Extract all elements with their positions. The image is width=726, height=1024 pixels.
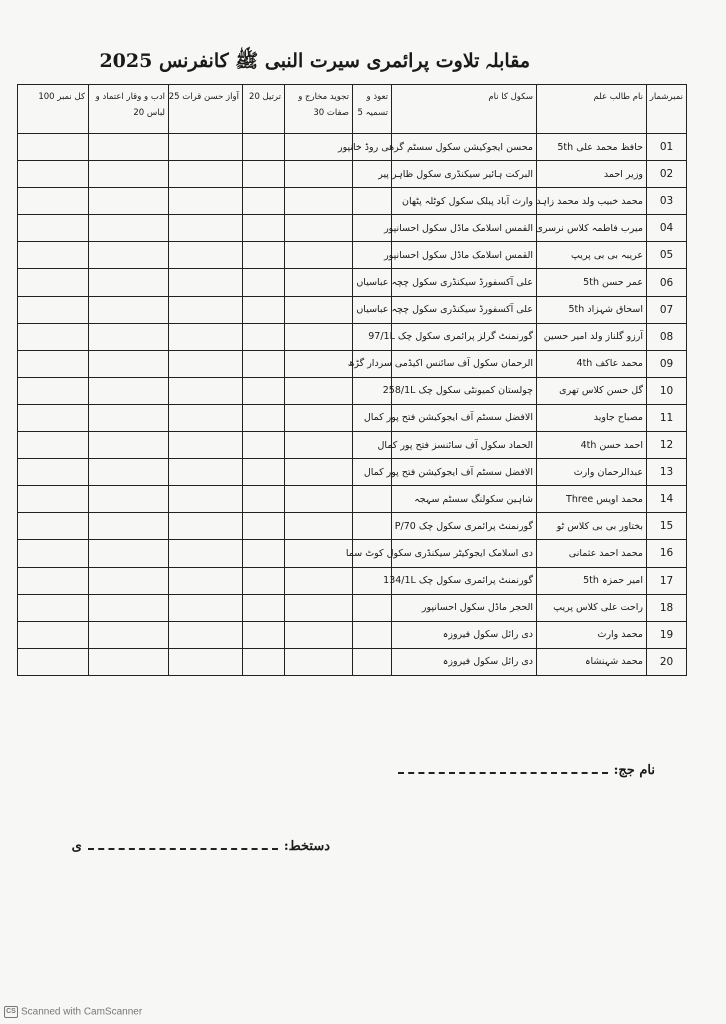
tajweed-score-cell (285, 621, 353, 648)
table-row (18, 161, 687, 188)
student-name-cell: محمد وارث (537, 621, 647, 648)
school-name-cell: القمس اسلامک ماڈل سکول احسانپور (392, 242, 537, 269)
total-score-cell (18, 648, 89, 675)
awaz-score-cell (169, 296, 243, 323)
tarteel-score-cell (243, 404, 285, 431)
table-row (18, 621, 687, 648)
tarteel-score-cell (243, 242, 285, 269)
tarteel-score-cell (243, 377, 285, 404)
school-name-cell: محسن ایجوکیشن سکول سسٹم گرھی روڈ خانپور (392, 134, 537, 161)
serial-cell: 07 (647, 296, 687, 323)
serial-cell: 12 (647, 432, 687, 459)
adab-score-cell (89, 404, 169, 431)
table-row (18, 350, 687, 377)
tajweed-score-cell (285, 513, 353, 540)
awaz-score-cell (169, 486, 243, 513)
awaz-score-cell (169, 432, 243, 459)
adab-score-cell (89, 161, 169, 188)
student-name-cell: محمد اویس Three (537, 486, 647, 513)
student-name-cell: اسحاق شہزاد 5th (537, 296, 647, 323)
header-taawwuz-sub: تسمیہ 5 (357, 108, 388, 118)
tajweed-score-cell (285, 459, 353, 486)
adab-score-cell (89, 323, 169, 350)
total-score-cell (18, 377, 89, 404)
signature-trail: ی (71, 839, 82, 854)
header-adab (89, 85, 169, 134)
taawwuz-score-cell (353, 648, 392, 675)
tarteel-score-cell (243, 350, 285, 377)
total-score-cell (18, 323, 89, 350)
tarteel-score-cell (243, 648, 285, 675)
tarteel-score-cell (243, 161, 285, 188)
serial-cell: 16 (647, 540, 687, 567)
awaz-score-cell (169, 513, 243, 540)
table-row (18, 486, 687, 513)
student-name-cell: وزیر احمد (537, 161, 647, 188)
awaz-score-cell (169, 323, 243, 350)
adab-score-cell (89, 269, 169, 296)
total-score-cell (18, 486, 89, 513)
student-name-cell: مصباح جاوید (537, 404, 647, 431)
adab-score-cell (89, 242, 169, 269)
serial-cell: 11 (647, 404, 687, 431)
student-name-cell: محمد عاکف 4th (537, 350, 647, 377)
total-score-cell (18, 242, 89, 269)
serial-cell: 14 (647, 486, 687, 513)
student-name-cell: محمد احمد عثمانی (537, 540, 647, 567)
table-row (18, 432, 687, 459)
student-name-cell: عبدالرحمان وارث (537, 459, 647, 486)
student-name-cell: عمر حسن 5th (537, 269, 647, 296)
serial-cell: 13 (647, 459, 687, 486)
tajweed-score-cell (285, 404, 353, 431)
page-title: مقابلہ تلاوت پرائمری سیرت النبی ﷺ کانفرنس 2025 (99, 50, 530, 72)
adab-score-cell (89, 134, 169, 161)
adab-score-cell (89, 621, 169, 648)
tajweed-score-cell (285, 188, 353, 215)
awaz-score-cell (169, 134, 243, 161)
serial-cell: 03 (647, 188, 687, 215)
judge-name-label: نام جج: (613, 763, 655, 778)
tajweed-score-cell (285, 648, 353, 675)
student-name-cell: عریبہ بی بی پریپ (537, 242, 647, 269)
school-name-cell: گورنمنٹ گرلز پرائمری سکول چک 97/1L (392, 323, 537, 350)
awaz-score-cell (169, 269, 243, 296)
header-tajweed-sub: صفات 30 (313, 108, 349, 118)
table-row (18, 215, 687, 242)
table-row (18, 404, 687, 431)
school-name-cell: گورنمنٹ پرائمری سکول چک 70/P (392, 513, 537, 540)
total-score-cell (18, 296, 89, 323)
student-name-cell: آرزو گلناز ولد امیر حسین (537, 323, 647, 350)
serial-cell: 01 (647, 134, 687, 161)
tarteel-score-cell (243, 432, 285, 459)
tarteel-score-cell (243, 188, 285, 215)
adab-score-cell (89, 377, 169, 404)
total-score-cell (18, 188, 89, 215)
awaz-score-cell (169, 242, 243, 269)
serial-cell: 08 (647, 323, 687, 350)
signature-dashes (88, 838, 278, 850)
school-name-cell: الافضل سسٹم آف ایجوکیشن فتح پور کمال (392, 404, 537, 431)
total-score-cell (18, 161, 89, 188)
school-name-cell: وارث آباد پبلک سکول کوٹلہ پٹھان (392, 188, 537, 215)
watermark-text: Scanned with CamScanner (21, 1006, 143, 1018)
school-name-cell: الافضل سسٹم آف ایجوکیشن فتح پور کمال (392, 459, 537, 486)
tarteel-score-cell (243, 459, 285, 486)
school-name-cell: علی آکسفورڈ سیکنڈری سکول چچہ عباسیاں (392, 296, 537, 323)
awaz-score-cell (169, 459, 243, 486)
school-name-cell: دی اسلامک ایجوکیٹر سیکنڈری سکول کوٹ سما (392, 540, 537, 567)
header-tarteel: ترتیل 20 (243, 85, 285, 134)
header-student-name: نام طالب علم (537, 85, 647, 134)
tajweed-score-cell (285, 161, 353, 188)
table-row (18, 459, 687, 486)
tajweed-score-cell (285, 215, 353, 242)
serial-cell: 15 (647, 513, 687, 540)
camscanner-logo-icon: CS (4, 1006, 18, 1018)
results-table (17, 84, 687, 676)
tarteel-score-cell (243, 513, 285, 540)
student-name-cell: بختاور بی بی کلاس ٹو (537, 513, 647, 540)
awaz-score-cell (169, 188, 243, 215)
adab-score-cell (89, 215, 169, 242)
tajweed-score-cell (285, 594, 353, 621)
serial-cell: 10 (647, 377, 687, 404)
header-school-name: سکول کا نام (392, 85, 537, 134)
tajweed-score-cell (285, 432, 353, 459)
tajweed-score-cell (285, 350, 353, 377)
total-score-cell (18, 459, 89, 486)
serial-cell: 20 (647, 648, 687, 675)
total-score-cell (18, 134, 89, 161)
taawwuz-score-cell (353, 486, 392, 513)
awaz-score-cell (169, 350, 243, 377)
student-name-cell: میرب فاطمہ کلاس نرسری (537, 215, 647, 242)
table-row (18, 188, 687, 215)
header-taawwuz (353, 85, 392, 134)
school-name-cell: البرکت ہائیر سیکنڈری سکول ظاہر پیر (392, 161, 537, 188)
adab-score-cell (89, 350, 169, 377)
awaz-score-cell (169, 377, 243, 404)
tajweed-score-cell (285, 540, 353, 567)
awaz-score-cell (169, 161, 243, 188)
adab-score-cell (89, 567, 169, 594)
taawwuz-score-cell (353, 621, 392, 648)
total-score-cell (18, 269, 89, 296)
serial-cell: 04 (647, 215, 687, 242)
table-row (18, 323, 687, 350)
student-name-cell: گل حسن کلاس تھری (537, 377, 647, 404)
adab-score-cell (89, 486, 169, 513)
tarteel-score-cell (243, 215, 285, 242)
total-score-cell (18, 567, 89, 594)
total-score-cell (18, 215, 89, 242)
tarteel-score-cell (243, 323, 285, 350)
tarteel-score-cell (243, 269, 285, 296)
tarteel-score-cell (243, 486, 285, 513)
serial-cell: 09 (647, 350, 687, 377)
tarteel-score-cell (243, 621, 285, 648)
tajweed-score-cell (285, 377, 353, 404)
tarteel-score-cell (243, 540, 285, 567)
student-name-cell: احمد حسن 4th (537, 432, 647, 459)
header-row (18, 85, 687, 134)
tajweed-score-cell (285, 486, 353, 513)
header-tajweed (285, 85, 353, 134)
table-row (18, 567, 687, 594)
total-score-cell (18, 432, 89, 459)
student-name-cell: محمد خبیب ولد محمد زاہد (537, 188, 647, 215)
tajweed-score-cell (285, 269, 353, 296)
tarteel-score-cell (243, 567, 285, 594)
tajweed-score-cell (285, 323, 353, 350)
signature-line (30, 838, 330, 854)
school-name-cell: دی رائل سکول فیروزہ (392, 621, 537, 648)
adab-score-cell (89, 188, 169, 215)
scanner-watermark (4, 1006, 142, 1018)
adab-score-cell (89, 296, 169, 323)
awaz-score-cell (169, 567, 243, 594)
total-score-cell (18, 621, 89, 648)
table-row (18, 594, 687, 621)
student-name-cell: راحت علی کلاس پریپ (537, 594, 647, 621)
total-score-cell (18, 404, 89, 431)
header-taawwuz-label: تعوذ و (366, 92, 388, 102)
table-row (18, 648, 687, 675)
serial-cell: 17 (647, 567, 687, 594)
school-name-cell: علی آکسفورڈ سیکنڈری سکول چچہ عباسیاں (392, 269, 537, 296)
awaz-score-cell (169, 621, 243, 648)
header-serial: نمبرشمار (647, 85, 687, 134)
table-row (18, 296, 687, 323)
tarteel-score-cell (243, 134, 285, 161)
awaz-score-cell (169, 648, 243, 675)
school-name-cell: الحماد سکول آف سائنسز فتح پور کمال (392, 432, 537, 459)
table-row (18, 540, 687, 567)
adab-score-cell (89, 459, 169, 486)
judge-name-dashes (398, 762, 608, 774)
table-row (18, 269, 687, 296)
header-adab-label: ادب و وقار اعتماد و (95, 92, 165, 102)
table-row (18, 377, 687, 404)
serial-cell: 18 (647, 594, 687, 621)
school-name-cell: الحجر ماڈل سکول احسانپور (392, 594, 537, 621)
taawwuz-score-cell (353, 188, 392, 215)
adab-score-cell (89, 432, 169, 459)
serial-cell: 19 (647, 621, 687, 648)
school-name-cell: چولستان کمیونٹی سکول چک 258/1L (392, 377, 537, 404)
school-name-cell: شاہین سکولنگ سسٹم سہجہ (392, 486, 537, 513)
header-adab-sub: لباس 20 (133, 108, 165, 118)
signature-label: دستخط: (283, 839, 330, 854)
serial-cell: 05 (647, 242, 687, 269)
header-tajweed-label: تجوید مخارج و (298, 92, 349, 102)
tajweed-score-cell (285, 242, 353, 269)
adab-score-cell (89, 513, 169, 540)
table-row (18, 134, 687, 161)
awaz-score-cell (169, 404, 243, 431)
header-awaz: آواز حسن قرات 25 (169, 85, 243, 134)
school-name-cell: القمس اسلامک ماڈل سکول احسانپور (392, 215, 537, 242)
tajweed-score-cell (285, 567, 353, 594)
total-score-cell (18, 350, 89, 377)
awaz-score-cell (169, 540, 243, 567)
taawwuz-score-cell (353, 594, 392, 621)
awaz-score-cell (169, 215, 243, 242)
table-row (18, 513, 687, 540)
student-name-cell: حافظ محمد علی 5th (537, 134, 647, 161)
adab-score-cell (89, 540, 169, 567)
adab-score-cell (89, 594, 169, 621)
taawwuz-score-cell (353, 513, 392, 540)
total-score-cell (18, 540, 89, 567)
student-name-cell: امیر حمزہ 5th (537, 567, 647, 594)
adab-score-cell (89, 648, 169, 675)
serial-cell: 06 (647, 269, 687, 296)
school-name-cell: دی رائل سکول فیروزہ (392, 648, 537, 675)
student-name-cell: محمد شہنشاہ (537, 648, 647, 675)
awaz-score-cell (169, 594, 243, 621)
tarteel-score-cell (243, 296, 285, 323)
header-total: کل نمبر 100 (18, 85, 89, 134)
table-row (18, 242, 687, 269)
tarteel-score-cell (243, 594, 285, 621)
school-name-cell: الرحمان سکول آف سائنس اکیڈمی سردار گڑھ (392, 350, 537, 377)
serial-cell: 02 (647, 161, 687, 188)
total-score-cell (18, 513, 89, 540)
school-name-cell: گورنمنٹ پرائمری سکول چک 134/1L (392, 567, 537, 594)
judge-name-line (335, 762, 655, 778)
total-score-cell (18, 594, 89, 621)
tajweed-score-cell (285, 296, 353, 323)
